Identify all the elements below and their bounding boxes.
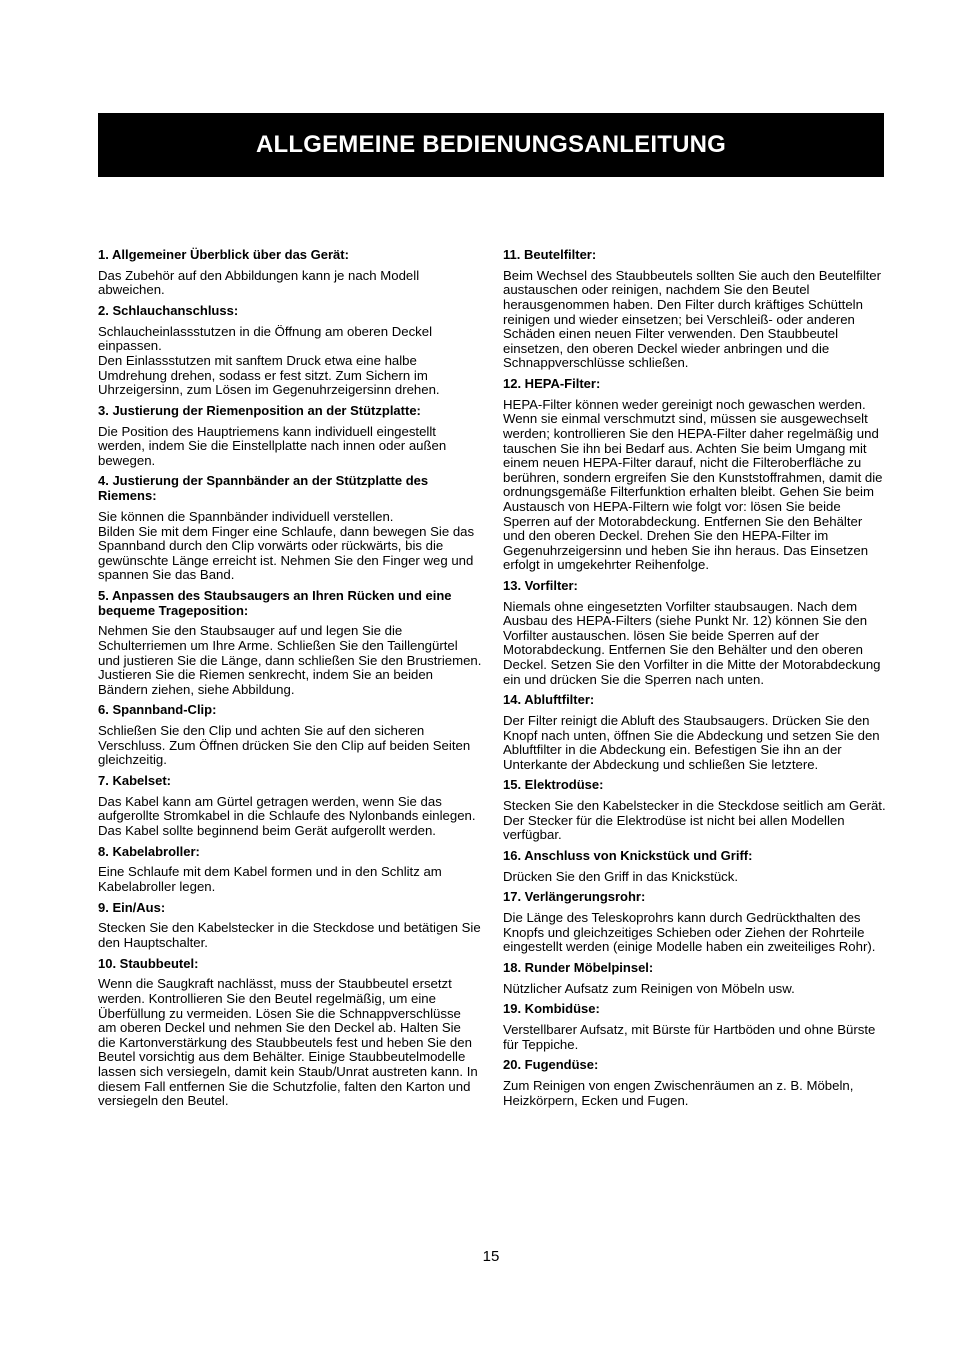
section xyxy=(98,248,482,298)
section-text: Das Zubehör auf den Abbildungen kann je nach Modell abweichen. xyxy=(98,267,420,298)
section-text: Nützlicher Aufsatz zum Reinigen von Möbeln usw. xyxy=(503,980,795,996)
section-heading: 12. HEPA-Filter: xyxy=(503,375,601,391)
title-bar xyxy=(98,113,884,177)
section xyxy=(98,957,482,1109)
section xyxy=(98,589,482,698)
section-text: Stecken Sie den Kabelstecker in die Steckdose seitlich am Gerät. Der Stecker für die Elektrodüse ist nicht bei allen Modellen verfügbar. xyxy=(503,798,886,843)
section-heading: 19. Kombidüse: xyxy=(503,1001,600,1017)
section-text: Eine Schlaufe mit dem Kabel formen und in den Schlitz am Kabelabroller legen. xyxy=(98,864,442,894)
page-title: ALLGEMEINE BEDIENUNGSANLEITUNG xyxy=(255,131,726,158)
section-text: Das Kabel kann am Gürtel getragen werden, wenn Sie das aufgerollte Stromkabel in die Schlaufe des Nylonbands einlegen. Das Kabel sollte beginnend beim Gerät aufgerollt werden. xyxy=(98,793,476,839)
section xyxy=(98,304,482,398)
left-column xyxy=(98,248,482,1115)
section-heading: 8. Kabelabroller: xyxy=(98,843,200,859)
section-text: Sie können die Spannbänder individuell verstellen. Bilden Sie mit dem Finger eine Schlaufe, dann bewegen Sie das Spannband durch den Clip vorwärts oder rückwärts, bis die gewünschte Länge erreicht ist. Nehmen Sie den Finger weg und spannen Sie das Band. xyxy=(98,508,475,583)
section-heading: 6. Spannband-Clip: xyxy=(98,702,217,718)
section xyxy=(503,579,887,687)
section-heading: 2. Schlauchanschluss: xyxy=(98,302,239,318)
section-text: Schließen Sie den Clip und achten Sie auf den sicheren Verschluss. Zum Öffnen drücken Sie den Clip auf beiden Seiten gleichzeitig. xyxy=(98,723,471,768)
section-heading: 9. Ein/Aus: xyxy=(98,899,166,915)
section-heading: 13. Vorfilter: xyxy=(503,577,578,593)
section-text: Wenn die Saugkraft nachlässt, muss der Staubbeutel ersetzt werden. Kontrollieren Sie den Beutel regelmäßig, um eine Überfüllung zu vermeiden. Lösen Sie die Schnappverschlüsse am oberen Deckel und nehmen Sie den Deckel ab. Halten Sie die Kartonverstärkung des Staubbeutels fest und heben Sie den Beutel vorsichtig aus dem Behälter. Einige Staubbeutelmodelle lassen sich versiegeln, damit kein Staub/Unrat austreten kann. In diesem Fall entfernen Sie die Schutzfolie, falten den Karton und versiegeln den Beutel. xyxy=(98,976,478,1109)
section-text: Zum Reinigen von engen Zwischenräumen an z. B. Möbeln, Heizkörpern, Ecken und Fugen. xyxy=(503,1078,854,1108)
section-text: HEPA-Filter können weder gereinigt noch gewaschen werden. Wenn sie einmal verschmutzt sind, müssen sie ausgewechselt werden; kontrollieren Sie den HEPA-Filter daher regelmäßig und tauschen Sie ihn bei Bedarf aus. Achten Sie beim Umgang mit einem neuen HEPA-Filter darauf, nicht die Filteroberfläche zu berühren, sondern ergreifen Sie den Kunststoffrahmen, damit die ordnungsgemäße Filterfunktion erhalten bleibt. Gehen Sie beim Austausch von HEPA-Filtern wie folgt vor: lösen Sie beide Sperren auf der Motorabdeckung. Entfernen Sie den Behälter und den oberen Deckel. Drehen Sie den HEPA-Filter im Gegenuhrzeigersinn und heben Sie ihn heraus. Das Einsetzen erfolgt in umgekehrter Reihenfolge. xyxy=(503,396,883,573)
section xyxy=(98,774,482,839)
section-text: Die Position des Hauptriemens kann individuell eingestellt werden, indem Sie die Einstellplatte nach innen oder außen bewegen. xyxy=(98,423,447,468)
right-column xyxy=(503,248,887,1114)
section-heading: 17. Verlängerungsrohr: xyxy=(503,889,646,905)
section xyxy=(98,845,482,895)
section-text: Verstellbarer Aufsatz, mit Bürste für Hartböden und ohne Bürste für Teppiche. xyxy=(503,1022,876,1052)
section-heading: 1. Allgemeiner Überblick über das Gerät: xyxy=(98,247,349,262)
section-heading: 15. Elektrodüse: xyxy=(503,777,604,793)
section xyxy=(98,404,482,469)
section xyxy=(98,474,482,583)
section-text: Beim Wechsel des Staubbeutels sollten Sie auch den Beutelfilter austauschen oder reinigen, nachdem Sie den Beutel herausgenommen haben. Den Filter durch kräftiges Schütteln reinigen und wieder einsetzen; bei Verschleiß- oder anderen Schäden einen neuen Filter verwenden. Den Staubbeutel einsetzen, den oberen Deckel wieder anbringen und die Schnappverschlüsse schließen. xyxy=(503,267,882,371)
section xyxy=(503,693,887,772)
section xyxy=(503,377,887,573)
section-text: Der Filter reinigt die Abluft des Staubsaugers. Drücken Sie den Knopf nach unten, öffnen Sie die Abdeckung und setzen Sie den Abluftfilter in die Abdeckung ein. Befestigen Sie ihn an der Unterkante der Abdeckung und schließen Sie letztere. xyxy=(503,713,880,772)
section-heading: 11. Beutelfilter: xyxy=(503,247,597,262)
section-text: Die Länge des Teleskoprohrs kann durch Gedrückthalten des Knopfs und gleichzeitiges Schieben oder Ziehen der Rohrteile eingestellt werden (einige Modelle haben ein zweiteiliges Rohr). xyxy=(503,910,876,955)
section xyxy=(503,961,887,996)
section xyxy=(503,849,887,884)
section xyxy=(503,1058,887,1108)
section xyxy=(503,890,887,955)
section-heading: 18. Runder Möbelpinsel: xyxy=(503,959,654,975)
section-heading: 5. Anpassen des Staubsaugers an Ihren Rücken und eine bequeme Trageposition: xyxy=(98,587,452,618)
section-text: Drücken Sie den Griff in das Knickstück. xyxy=(503,868,739,884)
section-heading: 14. Abluftfilter: xyxy=(503,692,595,708)
section-text: Niemals ohne eingesetzten Vorfilter staubsaugen. Nach dem Ausbau des HEPA-Filters (siehe Punkt Nr. 12) können Sie den Vorfilter austauschen. lösen Sie beide Sperren auf der Motorabdeckung. Entfernen Sie den Behälter und den oberen Deckel. Setzen Sie den Vorfilter in die Mitte der Motorabdeckung ein und drücken Sie die Sperren nach unten. xyxy=(503,598,881,687)
section-heading: 10. Staubbeutel: xyxy=(98,955,199,971)
section-text: Schlaucheinlassstutzen in die Öffnung am oberen Deckel einpassen. Den Einlassstutzen mit sanftem Druck etwa eine halbe Umdrehung drehen, sodass er fest sitzt. Zum Sichern im Uhrzeigersinn, zum Lösen im Gegenuhrzeigersinn drehen. xyxy=(98,323,440,398)
section xyxy=(503,1002,887,1052)
section-text: Stecken Sie den Kabelstecker in die Steckdose und betätigen Sie den Hauptschalter. xyxy=(98,920,481,950)
page-number: 15 xyxy=(482,1248,500,1265)
section-heading: 4. Justierung der Spannbänder an der Stützplatte des Riemens: xyxy=(98,473,429,504)
section-heading: 3. Justierung der Riemenposition an der Stützplatte: xyxy=(98,402,421,418)
section xyxy=(98,901,482,951)
section xyxy=(98,703,482,768)
section xyxy=(503,778,887,843)
section-text: Nehmen Sie den Staubsauger auf und legen Sie die Schulterriemen um Ihre Arme. Schließen Sie den Taillengürtel und justieren Sie die Länge, dann schließen Sie den Brustriemen. Justieren Sie die Riemen senkrecht, indem Sie an beiden Bändern ziehen, siehe Abbildung. xyxy=(98,623,482,697)
section xyxy=(503,248,887,371)
section-heading: 16. Anschluss von Knickstück und Griff: xyxy=(503,847,753,863)
section-heading: 7. Kabelset: xyxy=(98,773,171,789)
section-heading: 20. Fugendüse: xyxy=(503,1057,599,1073)
